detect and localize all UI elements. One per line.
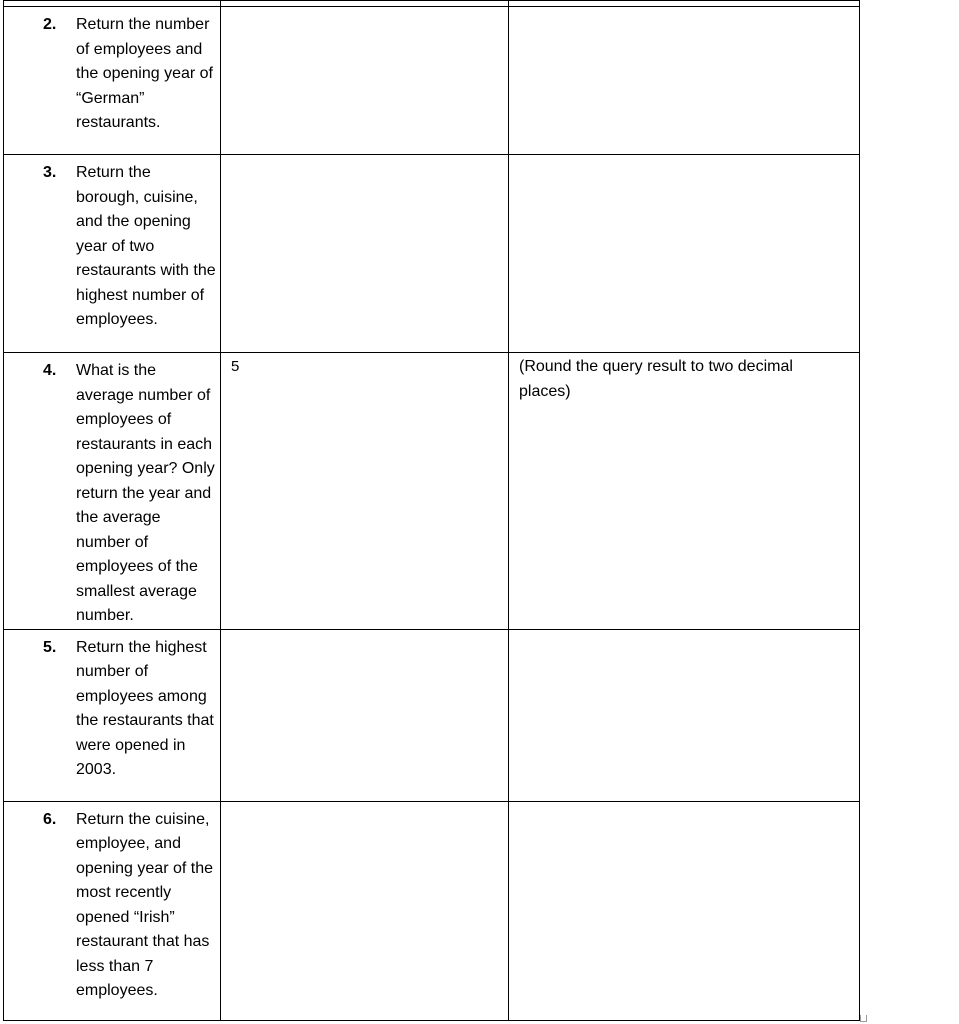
questions-table (3, 0, 860, 1021)
table-resize-handle-icon[interactable] (860, 1015, 867, 1022)
note-cell[interactable] (509, 155, 860, 353)
note-cell[interactable] (509, 353, 860, 630)
question-number: 5. (43, 638, 57, 656)
answer-cell[interactable] (221, 801, 509, 1020)
question-number: 3. (43, 164, 57, 181)
table-row (4, 629, 860, 801)
answer-cell[interactable] (221, 7, 509, 155)
question-cell (4, 801, 221, 1020)
question-text: What is the average number of employees of restaurants in each opening year? Only return the year and the average number of employees of the smallest average number. (76, 362, 215, 624)
note-cell[interactable] (509, 7, 860, 155)
question-number: 4. (43, 362, 57, 379)
question-cell (4, 155, 221, 353)
question-text: Return the highest number of employees among the restaurants that were opened in 2003. (76, 638, 214, 778)
question-number: 6. (43, 810, 57, 828)
question-cell (4, 7, 221, 155)
note-cell[interactable] (509, 629, 860, 801)
note-text: (Round the query result to two decimal places) (519, 358, 793, 400)
table-row (4, 353, 860, 630)
question-cell (4, 629, 221, 801)
table-row (4, 801, 860, 1020)
answer-text: 5 (231, 358, 240, 375)
table-row (4, 155, 860, 353)
answer-cell[interactable] (221, 629, 509, 801)
question-cell (4, 353, 221, 630)
question-text: Return the cuisine, employee, and opening year of the most recently opened “Irish” restaurant that has less than 7 employees. (76, 810, 213, 999)
question-text: Return the borough, cuisine, and the opening year of two restaurants with the highest number of employees. (76, 164, 216, 328)
questions-table-container (3, 0, 859, 1016)
note-cell[interactable] (509, 801, 860, 1020)
answer-cell[interactable] (221, 155, 509, 353)
answer-cell[interactable] (221, 353, 509, 630)
question-number: 2. (43, 16, 57, 33)
question-text: Return the number of employees and the opening year of “German” restaurants. (76, 16, 213, 131)
table-row (4, 7, 860, 155)
